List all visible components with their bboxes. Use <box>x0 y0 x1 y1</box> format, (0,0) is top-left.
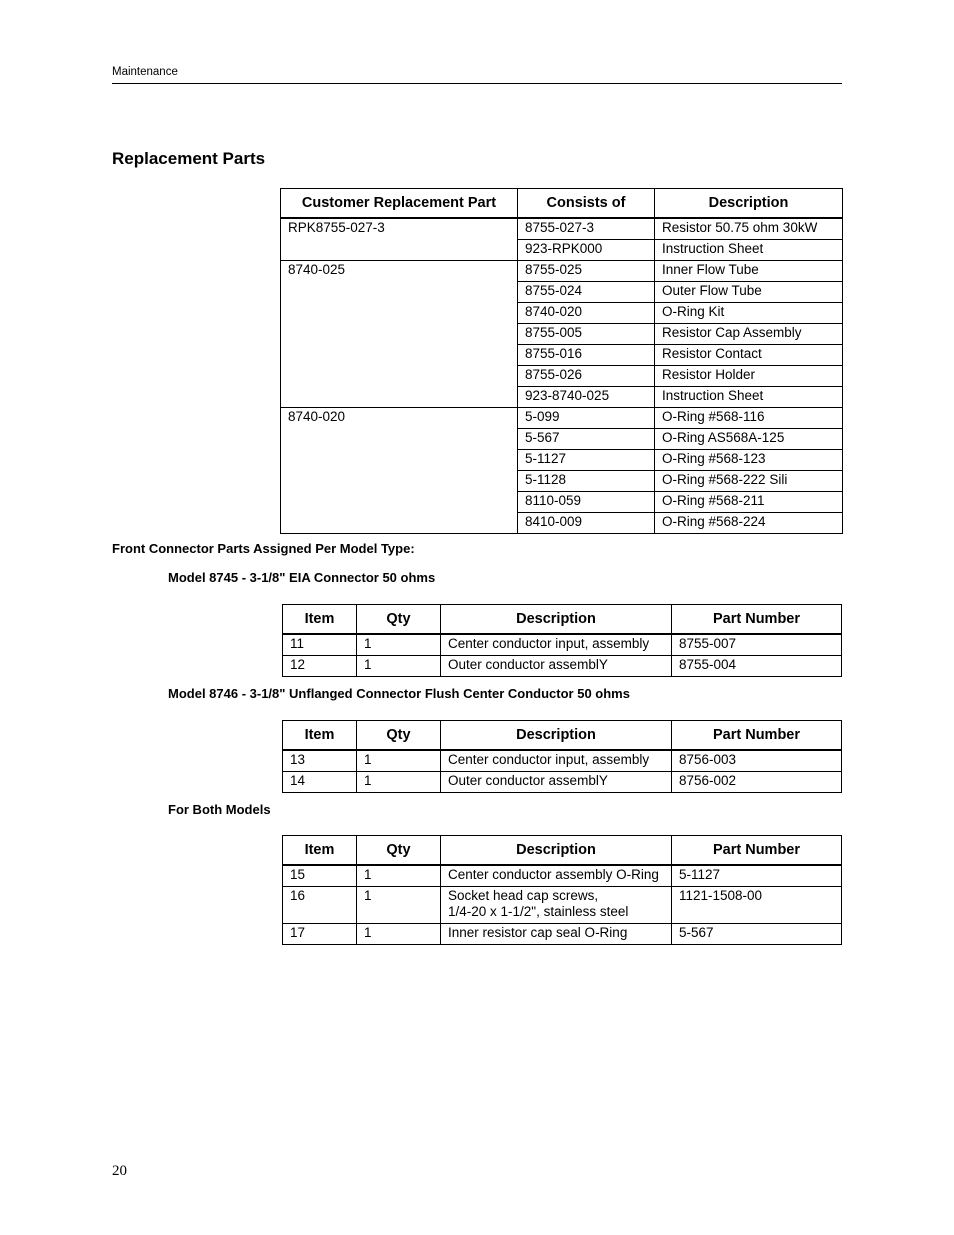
consists-of-cell: 5-567 <box>518 429 655 450</box>
front-connector-heading: Front Connector Parts Assigned Per Model Type: <box>112 541 415 556</box>
qty-cell: 1 <box>357 924 441 945</box>
model-8745-parts-table <box>282 604 842 677</box>
description-cell: O-Ring #568-211 <box>655 492 843 513</box>
column-header: Qty <box>357 836 441 866</box>
description-cell: Resistor 50.75 ohm 30kW <box>655 218 843 240</box>
description-cell: Resistor Holder <box>655 366 843 387</box>
description-cell: Inner Flow Tube <box>655 261 843 282</box>
description-cell: Resistor Cap Assembly <box>655 324 843 345</box>
part-number-cell: 8755-007 <box>672 634 842 656</box>
replacement-parts-header-row <box>281 189 843 219</box>
model-8745-heading: Model 8745 - 3-1/8" EIA Connector 50 ohms <box>168 570 436 585</box>
item-cell: 16 <box>283 887 357 924</box>
running-header: Maintenance <box>112 66 178 78</box>
consists-of-cell: 8110-059 <box>518 492 655 513</box>
model-8746-parts-table <box>282 720 842 793</box>
description-cell: O-Ring #568-222 Sili <box>655 471 843 492</box>
item-cell: 11 <box>283 634 357 656</box>
column-header: Description <box>655 189 843 219</box>
table-row <box>283 865 842 887</box>
both-models-parts-table <box>282 835 842 945</box>
column-header: Item <box>283 836 357 866</box>
header-row <box>283 721 842 751</box>
consists-of-cell: 923-RPK000 <box>518 240 655 261</box>
section-title: Replacement Parts <box>112 149 266 168</box>
item-cell: 15 <box>283 865 357 887</box>
column-header: Item <box>283 721 357 751</box>
column-header: Customer Replacement Part <box>281 189 518 219</box>
table-row <box>283 750 842 772</box>
customer-replacement-part-cell: 8740-020 <box>281 408 518 534</box>
description-cell: Outer conductor assemblY <box>441 656 672 677</box>
qty-cell: 1 <box>357 634 441 656</box>
consists-of-cell: 8755-005 <box>518 324 655 345</box>
customer-replacement-part-cell: RPK8755-027-3 <box>281 218 518 261</box>
consists-of-cell: 5-099 <box>518 408 655 429</box>
column-header: Description <box>441 721 672 751</box>
consists-of-cell: 923-8740-025 <box>518 387 655 408</box>
header-row <box>283 836 842 866</box>
consists-of-cell: 8755-027-3 <box>518 218 655 240</box>
description-cell: Center conductor input, assembly <box>441 750 672 772</box>
consists-of-cell: 8755-026 <box>518 366 655 387</box>
description-cell: Resistor Contact <box>655 345 843 366</box>
description-cell: Outer conductor assemblY <box>441 772 672 793</box>
part-number-cell: 1121-1508-00 <box>672 887 842 924</box>
table-row <box>281 261 843 282</box>
header-rule <box>112 83 842 84</box>
description-cell: O-Ring Kit <box>655 303 843 324</box>
both-models-heading: For Both Models <box>168 802 271 817</box>
header-row <box>283 605 842 635</box>
consists-of-cell: 8410-009 <box>518 513 655 534</box>
column-header: Qty <box>357 721 441 751</box>
item-cell: 13 <box>283 750 357 772</box>
part-number-cell: 8756-003 <box>672 750 842 772</box>
qty-cell: 1 <box>357 656 441 677</box>
part-number-cell: 8756-002 <box>672 772 842 793</box>
replacement-parts-table <box>280 188 843 534</box>
model-8746-heading: Model 8746 - 3-1/8" Unflanged Connector Flush Center Conductor 50 ohms <box>168 686 630 701</box>
table-row <box>281 408 843 429</box>
consists-of-cell: 5-1127 <box>518 450 655 471</box>
page-number: 20 <box>112 1163 127 1179</box>
description-cell: O-Ring AS568A-125 <box>655 429 843 450</box>
column-header: Item <box>283 605 357 635</box>
consists-of-cell: 8755-016 <box>518 345 655 366</box>
qty-cell: 1 <box>357 772 441 793</box>
table-row <box>283 887 842 924</box>
qty-cell: 1 <box>357 865 441 887</box>
description-cell: Inner resistor cap seal O-Ring <box>441 924 672 945</box>
table-row <box>283 924 842 945</box>
description-cell: Instruction Sheet <box>655 240 843 261</box>
qty-cell: 1 <box>357 887 441 924</box>
column-header: Description <box>441 836 672 866</box>
consists-of-cell: 5-1128 <box>518 471 655 492</box>
column-header: Part Number <box>672 836 842 866</box>
description-cell: Center conductor input, assembly <box>441 634 672 656</box>
column-header: Part Number <box>672 721 842 751</box>
part-number-cell: 5-1127 <box>672 865 842 887</box>
table-row <box>283 656 842 677</box>
qty-cell: 1 <box>357 750 441 772</box>
table-row <box>281 218 843 240</box>
item-cell: 14 <box>283 772 357 793</box>
column-header: Qty <box>357 605 441 635</box>
column-header: Part Number <box>672 605 842 635</box>
description-cell: O-Ring #568-116 <box>655 408 843 429</box>
description-cell: Center conductor assembly O-Ring <box>441 865 672 887</box>
description-cell: O-Ring #568-123 <box>655 450 843 471</box>
consists-of-cell: 8755-025 <box>518 261 655 282</box>
description-cell: O-Ring #568-224 <box>655 513 843 534</box>
column-header: Consists of <box>518 189 655 219</box>
description-cell: Outer Flow Tube <box>655 282 843 303</box>
table-row <box>283 772 842 793</box>
table-row <box>283 634 842 656</box>
customer-replacement-part-cell: 8740-025 <box>281 261 518 408</box>
column-header: Description <box>441 605 672 635</box>
item-cell: 17 <box>283 924 357 945</box>
description-cell: Instruction Sheet <box>655 387 843 408</box>
description-cell: Socket head cap screws, 1/4-20 x 1-1/2", stainless steel <box>441 887 672 924</box>
part-number-cell: 8755-004 <box>672 656 842 677</box>
consists-of-cell: 8755-024 <box>518 282 655 303</box>
part-number-cell: 5-567 <box>672 924 842 945</box>
consists-of-cell: 8740-020 <box>518 303 655 324</box>
item-cell: 12 <box>283 656 357 677</box>
